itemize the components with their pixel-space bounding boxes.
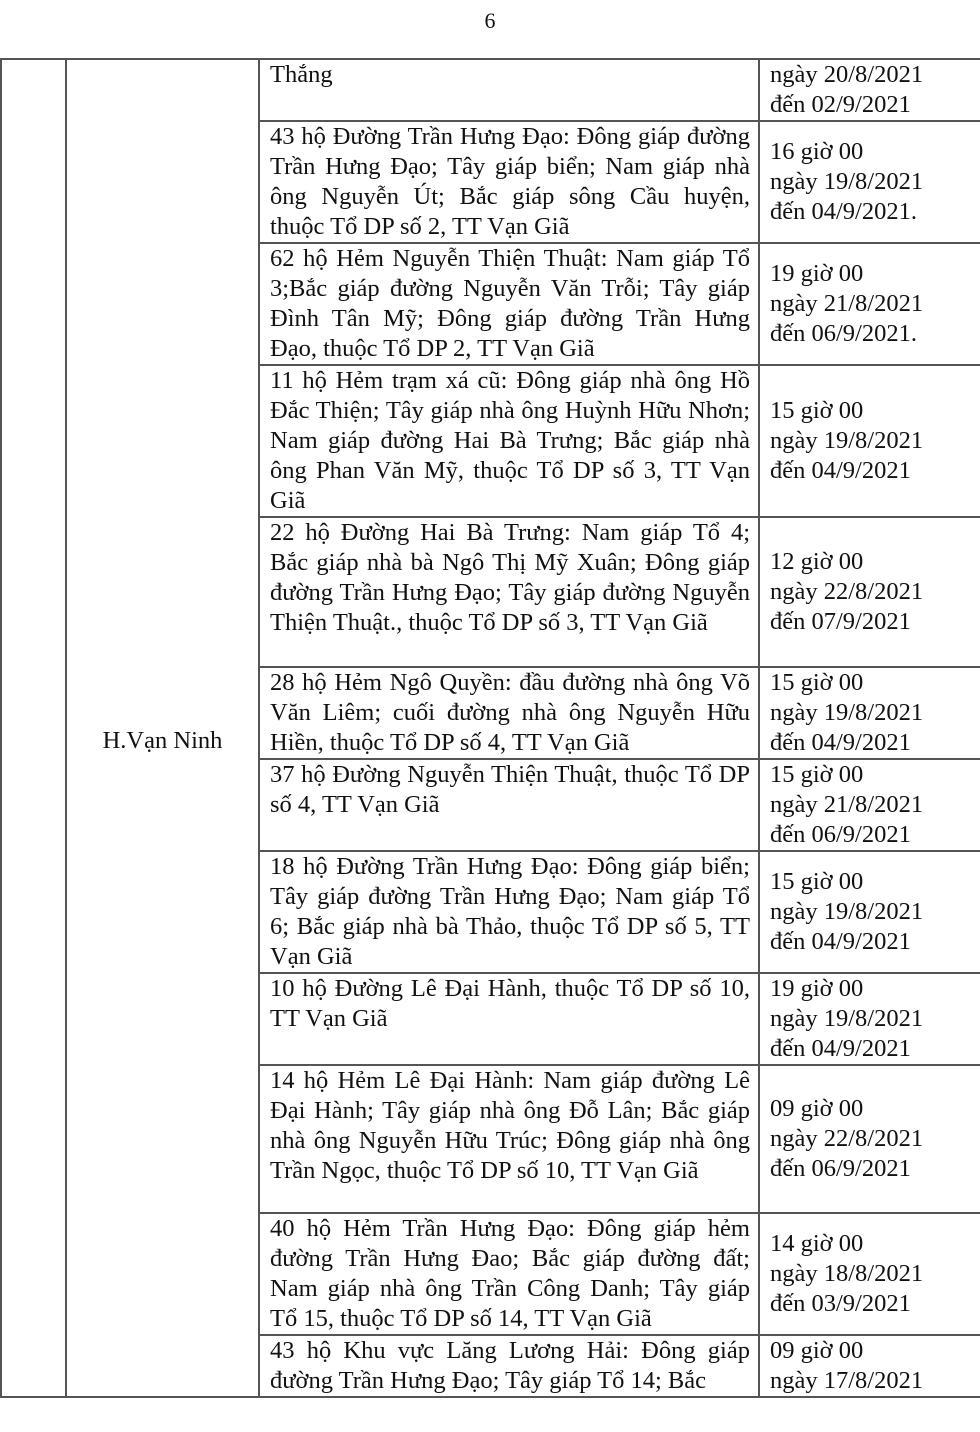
time-line: đến 04/9/2021 — [770, 457, 911, 484]
time-line: ngày 21/8/2021 — [770, 290, 924, 317]
page-number: 6 — [484, 8, 496, 33]
time-line: đến 06/9/2021 — [770, 1155, 911, 1182]
time-line: ngày 21/8/2021 — [770, 791, 924, 818]
time-cell — [759, 243, 980, 365]
time-line: 15 giờ 00 — [770, 397, 864, 424]
district-cell — [66, 59, 259, 1397]
time-line: 12 giờ 00 — [770, 548, 864, 575]
time-cell — [759, 121, 980, 243]
time-line: ngày 18/8/2021 — [770, 1260, 924, 1287]
time-line: đến 04/9/2021 — [770, 1035, 911, 1062]
time-line: 19 giờ 00 — [770, 260, 864, 287]
time-line: 09 giờ 00 — [770, 1337, 864, 1364]
time-line: ngày 20/8/2021 — [770, 61, 924, 88]
table-row — [1, 59, 980, 121]
area-description: 43 hộ Đường Trần Hưng Đạo: Đông giáp đường Trần Hưng Đạo; Tây giáp biển; Nam giáp nhà ông Nguyễn Út; Bắc giáp sông Cầu huyện, thuộc Tổ DP số 2, TT Vạn Giã — [259, 121, 759, 243]
time-line: ngày 19/8/2021 — [770, 427, 924, 454]
time-line: 15 giờ 00 — [770, 868, 864, 895]
area-description: 11 hộ Hẻm trạm xá cũ: Đông giáp nhà ông Hồ Đắc Thiện; Tây giáp nhà ông Huỳnh Hữu Nhơn; Nam giáp đường Hai Bà Trưng; Bắc giáp nhà ông Phan Văn Mỹ, thuộc Tổ DP số 3, TT Vạn Giã — [259, 365, 759, 517]
area-description: 28 hộ Hẻm Ngô Quyền: đầu đường nhà ông Võ Văn Liêm; cuối đường nhà ông Nguyễn Hữu Hiền, thuộc Tổ DP số 4, TT Vạn Giã — [259, 667, 759, 759]
quarantine-table — [0, 58, 980, 1398]
area-description: 22 hộ Đường Hai Bà Trưng: Nam giáp Tổ 4; Bắc giáp nhà bà Ngô Thị Mỹ Xuân; Đông giáp đường Trần Hưng Đạo; Tây giáp đường Nguyễn Thiện Thuật., thuộc Tổ DP số 3, TT Vạn Giã — [259, 517, 759, 667]
time-line: ngày 19/8/2021 — [770, 699, 924, 726]
time-line: ngày 19/8/2021 — [770, 898, 924, 925]
time-line: 15 giờ 00 — [770, 761, 864, 788]
time-cell — [759, 1065, 980, 1213]
time-line: đến 04/9/2021 — [770, 729, 911, 756]
time-line: ngày 22/8/2021 — [770, 578, 924, 605]
time-cell — [759, 517, 980, 667]
time-cell — [759, 973, 980, 1065]
time-cell — [759, 1335, 980, 1397]
time-line: đến 03/9/2021 — [770, 1290, 911, 1317]
time-line: 09 giờ 00 — [770, 1095, 864, 1122]
area-description: Thắng — [259, 59, 759, 121]
time-line: đến 02/9/2021 — [770, 91, 911, 118]
index-cell — [1, 59, 66, 1397]
area-description: 18 hộ Đường Trần Hưng Đạo: Đông giáp biển; Tây giáp đường Trần Hưng Đạo; Nam giáp Tổ 6; Bắc giáp nhà bà Thảo, thuộc Tổ DP số 5, TT Vạn Giã — [259, 851, 759, 973]
area-description: 43 hộ Khu vực Lăng Lương Hải: Đông giáp đường Trần Hưng Đạo; Tây giáp Tổ 14; Bắc — [259, 1335, 759, 1397]
area-description: 62 hộ Hẻm Nguyễn Thiện Thuật: Nam giáp Tổ 3;Bắc giáp đường Nguyễn Văn Trỗi; Tây giáp Đình Tân Mỹ; Đông giáp đường Trần Hưng Đạo, thuộc Tổ DP 2, TT Vạn Giã — [259, 243, 759, 365]
time-line: đến 06/9/2021. — [770, 320, 917, 347]
time-cell — [759, 1213, 980, 1335]
time-cell — [759, 667, 980, 759]
time-line: 15 giờ 00 — [770, 669, 864, 696]
district-name: H.Vạn Ninh — [102, 726, 223, 754]
time-cell — [759, 759, 980, 851]
time-line: ngày 17/8/2021 — [770, 1367, 924, 1394]
time-cell — [759, 365, 980, 517]
area-description: 10 hộ Đường Lê Đại Hành, thuộc Tổ DP số 10, TT Vạn Giã — [259, 973, 759, 1065]
time-line: đến 07/9/2021 — [770, 608, 911, 635]
time-line: đến 04/9/2021 — [770, 928, 911, 955]
area-description: 40 hộ Hẻm Trần Hưng Đạo: Đông giáp hẻm đường Trần Hưng Đao; Bắc giáp đường đất; Nam giáp nhà ông Trần Công Danh; Tây giáp Tổ 15, thuộc Tổ DP số 14, TT Vạn Giã — [259, 1213, 759, 1335]
time-line: ngày 22/8/2021 — [770, 1125, 924, 1152]
time-cell — [759, 851, 980, 973]
time-line: ngày 19/8/2021 — [770, 1005, 924, 1032]
time-line: ngày 19/8/2021 — [770, 168, 924, 195]
time-line: 16 giờ 00 — [770, 138, 864, 165]
time-line: 14 giờ 00 — [770, 1230, 864, 1257]
area-description: 14 hộ Hẻm Lê Đại Hành: Nam giáp đường Lê Đại Hành; Tây giáp nhà ông Đỗ Lân; Bắc giáp nhà ông Nguyễn Hữu Trúc; Đông giáp nhà ông Trần Ngọc, thuộc Tổ DP số 10, TT Vạn Giã — [259, 1065, 759, 1213]
area-description: 37 hộ Đường Nguyễn Thiện Thuật, thuộc Tổ DP số 4, TT Vạn Giã — [259, 759, 759, 851]
time-cell — [759, 59, 980, 121]
time-line: đến 06/9/2021 — [770, 821, 911, 848]
time-line: 19 giờ 00 — [770, 975, 864, 1002]
time-line: đến 04/9/2021. — [770, 198, 917, 225]
